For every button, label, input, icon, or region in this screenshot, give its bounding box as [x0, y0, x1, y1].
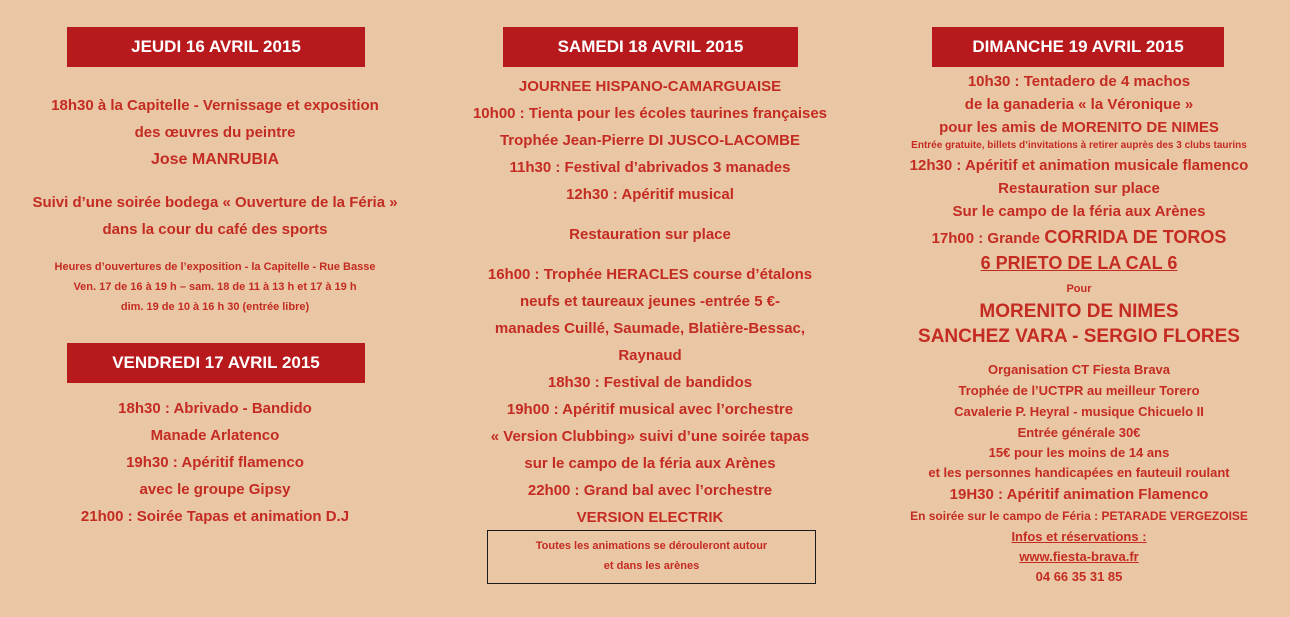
hours-line-3: dim. 19 de 10 à 16 h 30 (entrée libre)	[120, 301, 310, 313]
thursday-header: JEUDI 16 AVRIL 2015	[67, 27, 365, 67]
saturday-header: SAMEDI 18 AVRIL 2015	[503, 27, 798, 67]
sat-line-5: 12h30 : Apéritif musical	[566, 186, 734, 203]
sat-line-7: 16h00 : Trophée HERACLES course d’étalons	[487, 266, 813, 283]
sun-line-1: 10h30 : Tentadero de 4 machos	[967, 73, 1191, 90]
sat-line-2: 10h00 : Tienta pour les écoles taurines françaises	[472, 105, 828, 122]
sat-line-12: 19h00 : Apéritif musical avec l’orchestre	[506, 401, 794, 418]
corrida-line	[868, 227, 1290, 248]
sat-line-4: 11h30 : Festival d’abrivados 3 manades	[509, 159, 791, 176]
sat-line-1: JOURNEE HISPANO-CAMARGUAISE	[518, 78, 782, 95]
sun-line-21: Infos et réservations :	[1011, 529, 1147, 544]
sun-line-12: SANCHEZ VARA - SERGIO FLORES	[918, 326, 1240, 347]
sun-line-14: Trophée de l’UCTPR au meilleur Torero	[958, 383, 1200, 398]
phone-number: 04 66 35 31 85	[1035, 569, 1123, 584]
sun-line-11: MORENITO DE NIMES	[979, 301, 1179, 322]
sun-line-5: 12h30 : Apéritif et animation musicale flamenco	[909, 157, 1249, 174]
fri-line-4: avec le groupe Gipsy	[139, 481, 291, 498]
fri-line-5: 21h00 : Soirée Tapas et animation D.J	[80, 508, 350, 525]
sat-line-16: VERSION ELECTRIK	[576, 509, 724, 526]
fri-line-2: Manade Arlatenco	[150, 427, 280, 444]
sat-line-8: neufs et taureaux jeunes -entrée 5 €-	[519, 293, 781, 310]
sun-line-3: pour les amis de MORENITO DE NIMES	[939, 119, 1219, 136]
sat-line-6: Restauration sur place	[569, 226, 731, 243]
thu-line-1: 18h30 à la Capitelle - Vernissage et exposition	[51, 97, 379, 114]
thu-line-3: Jose MANRUBIA	[150, 151, 279, 168]
sun-line-9: 6 PRIETO DE LA CAL 6	[980, 253, 1178, 273]
fri-line-1: 18h30 : Abrivado - Bandido	[118, 400, 312, 417]
sun-line-4: Entrée gratuite, billets d’invitations à retirer auprès des 3 clubs taurins	[911, 140, 1247, 151]
sun-line-20: En soirée sur le campo de Féria : PETARADE VERGEZOISE	[910, 509, 1248, 523]
thu-line-2: des œuvres du peintre	[134, 124, 296, 141]
thu-line-4: Suivi d’une soirée bodega « Ouverture de la Féria »	[32, 194, 398, 211]
corrida-title: CORRIDA DE TOROS	[1044, 227, 1227, 247]
sun-line-2: de la ganaderia « la Véronique »	[964, 96, 1194, 113]
sun-line-7: Sur le campo de la féria aux Arènes	[952, 203, 1206, 220]
sun-line-18: et les personnes handicapées en fauteuil roulant	[928, 465, 1230, 480]
hours-line-1: Heures d’ouvertures de l’exposition - la Capitelle - Rue Basse	[54, 261, 376, 273]
sun-line-15: Cavalerie P. Heyral - musique Chicuelo II	[954, 404, 1204, 419]
sun-line-10: Pour	[1066, 283, 1092, 295]
notice-line-1: Toutes les animations se dérouleront autour	[535, 540, 768, 552]
thu-line-5: dans la cour du café des sports	[102, 221, 328, 238]
sun-line-16: Entrée générale 30€	[1017, 425, 1141, 440]
sun-line-6: Restauration sur place	[998, 180, 1160, 197]
hours-line-2: Ven. 17 de 16 à 19 h – sam. 18 de 11 à 13 h et 17 à 19 h	[73, 281, 357, 293]
fri-line-3: 19h30 : Apéritif flamenco	[126, 454, 304, 471]
sat-line-14: sur le campo de la féria aux Arènes	[524, 455, 776, 472]
notice-box	[487, 530, 816, 584]
sun-line-17: 15€ pour les moins de 14 ans	[988, 445, 1170, 460]
friday-header: VENDREDI 17 AVRIL 2015	[67, 343, 365, 383]
sun-line-19: 19H30 : Apéritif animation Flamenco	[949, 486, 1209, 503]
sat-line-11: 18h30 : Festival de bandidos	[547, 374, 753, 391]
sat-line-15: 22h00 : Grand bal avec l’orchestre	[527, 482, 773, 499]
sat-line-9: manades Cuillé, Saumade, Blatière-Bessac,	[494, 320, 806, 337]
sun-line-13: Organisation CT Fiesta Brava	[987, 362, 1171, 377]
website-link[interactable]: www.fiesta-brava.fr	[1019, 549, 1139, 564]
sat-line-3: Trophée Jean-Pierre DI JUSCO-LACOMBE	[499, 132, 801, 149]
notice-line-2: et dans les arènes	[603, 560, 700, 572]
sat-line-13: « Version Clubbing» suivi d’une soirée tapas	[490, 428, 810, 445]
corrida-time: 17h00 : Grande	[931, 230, 1040, 247]
sunday-header: DIMANCHE 19 AVRIL 2015	[932, 27, 1224, 67]
sat-line-10: Raynaud	[618, 347, 682, 364]
